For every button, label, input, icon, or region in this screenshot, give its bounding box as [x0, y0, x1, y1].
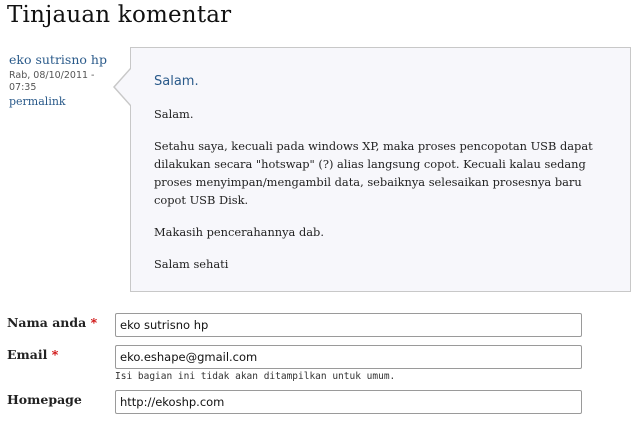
name-field[interactable] [115, 313, 582, 337]
name-required-marker: * [90, 315, 98, 330]
comment-body [154, 105, 604, 287]
comment-bubble [130, 47, 631, 292]
name-label-text: Nama anda [7, 315, 87, 330]
permalink-link[interactable]: permalink [9, 95, 66, 108]
email-field[interactable] [115, 345, 582, 369]
name-label [7, 315, 97, 330]
comment-author-link[interactable]: eko sutrisno hp [9, 52, 107, 67]
comment-paragraph: Salam sehati [154, 257, 229, 271]
homepage-label [7, 392, 82, 407]
page-title: Tinjauan komentar [7, 2, 232, 28]
comment-author-block [9, 52, 109, 108]
comment-paragraph: Salam. [154, 107, 194, 121]
bubble-arrow [115, 69, 131, 105]
homepage-field[interactable] [115, 390, 582, 414]
email-help-text: Isi bagian ini tidak akan ditampilkan untuk umum. [115, 371, 396, 382]
comment-subject: Salam. [154, 74, 199, 89]
email-label [7, 347, 58, 362]
email-required-marker: * [51, 347, 59, 362]
comment-paragraph: Makasih pencerahannya dab. [154, 225, 324, 239]
homepage-label-text: Homepage [7, 392, 82, 407]
email-label-text: Email [7, 347, 48, 362]
comment-paragraph: Setahu saya, kecuali pada windows XP, maka proses pencopotan USB dapat dilakukan secara "hotswap" (?) alias langsung copot. Kecuali kalau sedang proses menyimpan/mengambil data, sebaiknya selesaikan prosesnya baru copot USB Disk. [154, 139, 593, 207]
comment-date: Rab, 08/10/2011 - 07:35 [9, 70, 95, 93]
